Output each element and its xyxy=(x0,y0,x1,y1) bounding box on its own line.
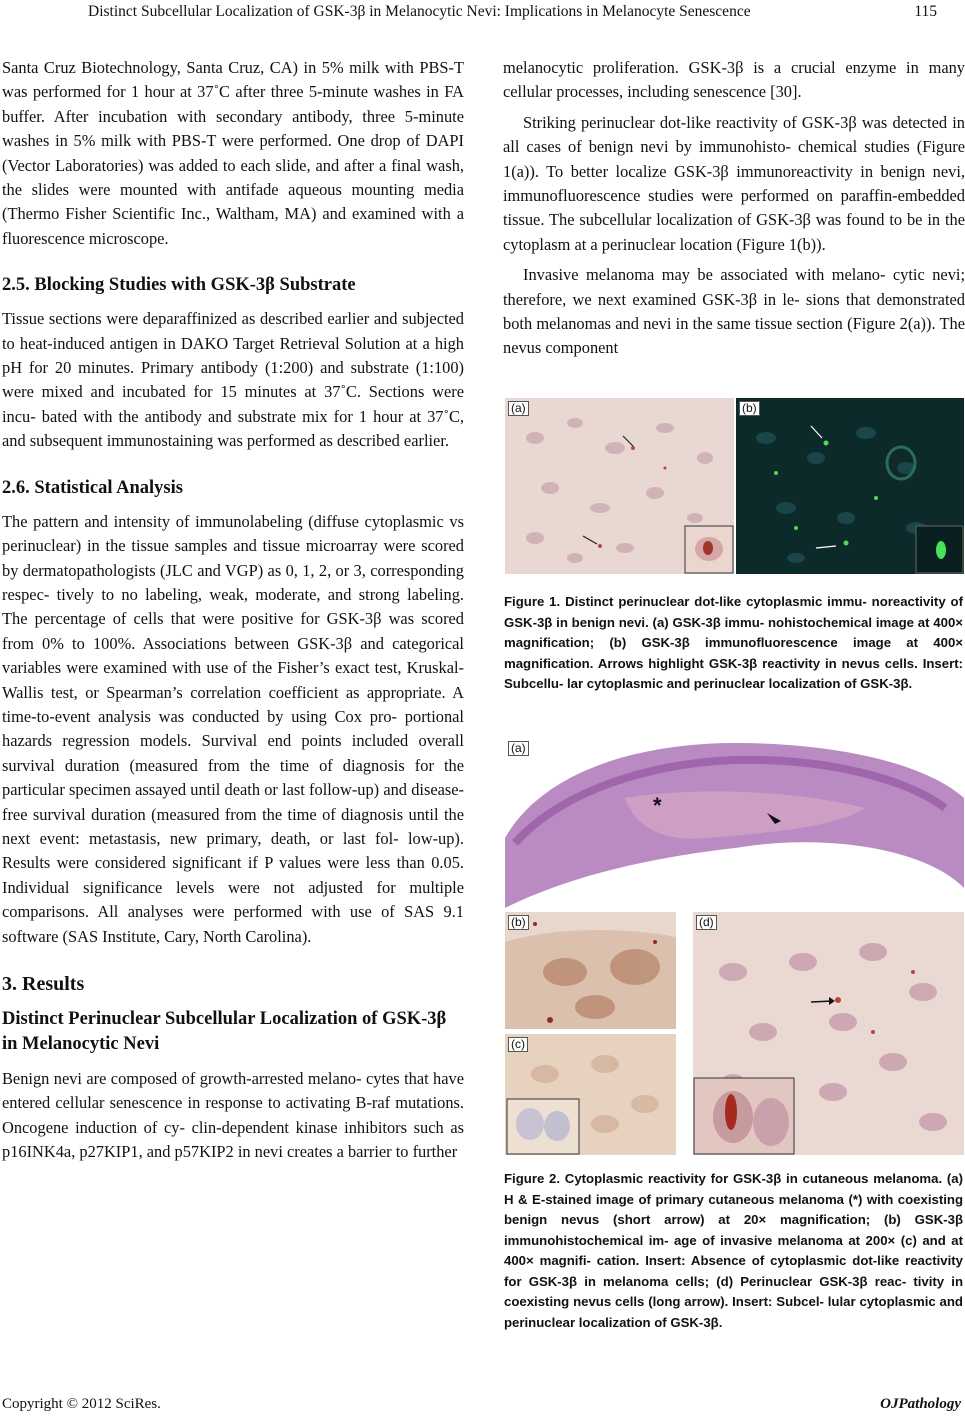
figure-2c-ihc-image xyxy=(505,1034,676,1155)
figure-2c-label: (c) xyxy=(508,1037,528,1052)
figure-2d-ihc-image xyxy=(693,912,964,1155)
figure-1b-immunofluorescence-image xyxy=(736,398,964,574)
right-column xyxy=(503,56,965,361)
figure-2b-label: (b) xyxy=(508,915,529,930)
figure-1a-label: (a) xyxy=(508,401,529,416)
right-paragraph-3: Invasive melanoma may be associated with melano- cytic nevi; therefore, we next examined GSK-3β in le- sions that demonstrated both melanomas and nevi in the same tissue section (Figure 2(a)). The nevus component xyxy=(503,265,965,358)
results-subheading: Distinct Perinuclear Subcellular Localization of GSK-3β in Melanocytic Nevi xyxy=(2,1009,447,1054)
running-title: Distinct Subcellular Localization of GSK-3β in Melanocytic Nevi: Implications in Melanocyte Senescence xyxy=(88,3,751,20)
page-number: 115 xyxy=(914,3,937,20)
figure-1-caption: Figure 1. Distinct perinuclear dot-like cytoplasmic immu- noreactivity of GSK-3β in benign nevi. (a) GSK-3β immu- nohistochemical image at 400× magnification; (b) GSK-3β immunofluorescence image at 400× magnification. Arrows highlight GSK-3β reactivity in nevus cells. Insert: Subcellu- lar cytoplasmic and perinuclear localization of GSK-3β. xyxy=(504,594,963,691)
svg-text:*: * xyxy=(653,793,662,818)
section-2-6-text: The pattern and intensity of immunolabeling (diffuse cytoplasmic vs perinuclear) in the tissue samples and tissue microarray were scored by dermatopathologists (JLC and VGP) as 0, 1, 2, or 3, corresponding respec- tively to no labeling, weak, moderate, and strong labeling. The percentage of cells that were positive for GSK-3β was scored from 0% to 100%. Associations between GSK-3β and categorical variables were examined with use of the Fisher’s exact test, Kruskal-Wallis test, or Spearman’s correlation coefficient as appropriate. A time-to-event analysis was conducted by using Cox pro- portional hazards regression models. Survival end points included overall survival duration (measured from the time of diagnosis for the particular specimen assayed until death or last follow-up) and disease-free survival duration (measured from the time of diagnosis until the next event: metastasis, new primary, death, or last fol- low-up). Results were considered significant if P values were less than 0.05. Individual significance levels were not adjusted for multiple comparisons. All analyses were performed with use of SAS 9.1 software (SAS Institute, Cary, North Carolina). xyxy=(2,511,464,946)
figure-2a-he-image xyxy=(505,738,964,908)
figure-2a-label: (a) xyxy=(508,741,529,756)
journal-name: OJPathology xyxy=(880,1396,961,1412)
right-paragraph-1: melanocytic proliferation. GSK-3β is a crucial enzyme in many cellular processes, including senescence [30]. xyxy=(503,58,965,102)
copyright-notice: Copyright © 2012 SciRes. xyxy=(2,1396,161,1412)
right-paragraph-2: Striking perinuclear dot-like reactivity of GSK-3β was detected in all cases of benign nevi by immunohisto- chemical studies (Figure 1(a)). To better localize GSK-3β immunoreactivity in benign nevi, immunofluorescence studies were performed on paraffin-embedded tissue. The subcellular localization of GSK-3β was found to be in the cytoplasm at a perinuclear location (Figure 1(b)). xyxy=(503,112,965,254)
section-2-6-heading: 2.6. Statistical Analysis xyxy=(2,477,183,498)
section-2-5-heading: 2.5. Blocking Studies with GSK-3β Substrate xyxy=(2,275,356,296)
figure-2b-ihc-image xyxy=(505,912,676,1029)
page-footer xyxy=(0,1396,965,1416)
running-header xyxy=(0,2,965,24)
methods-continuation-paragraph: Santa Cruz Biotechnology, Santa Cruz, CA) in 5% milk with PBS-T was performed for 1 hour at 37˚C after three 5-minute washes in FA buffer. After incubation with secondary antibody, three 5-minute washes in 5% milk with PBS-T were performed. One drop of DAPI (Vector Laboratories) was added to each slide, and after a final wash, the slides were mounted with antifade aqueous mounting media (Thermo Fisher Scientific Inc., Waltham, MA) and examined with a fluorescence microscope. xyxy=(2,58,464,248)
figure-2-caption: Figure 2. Cytoplasmic reactivity for GSK-3β in cutaneous melanoma. (a) H & E-stained image of primary cutaneous melanoma (*) with coexisting benign nevus (short arrow) at 20× magnification; (b) GSK-3β immunohistochemical im- age of invasive melanoma at 200× (c) and at 400× magnifi- cation. Insert: Absence of cytoplasmic dot-like reactivity for GSK-3β in melanoma cells; (d) Perinuclear GSK-3β reac- tivity in coexisting nevus cells (long arrow). Insert: Subcel- lular cytoplasmic and perinuclear localization of GSK-3β. xyxy=(504,1171,963,1330)
results-heading: 3. Results xyxy=(2,973,85,995)
section-2-5-text: Tissue sections were deparaffinized as described earlier and subjected to heat-induced antigen in DAKO Target Retrieval Solution at a high pH for 20 minutes. Primary antibody (1:200) and substrate (1:100) were mixed and incubated for 15 minutes at 37˚C. Sections were incu- bated with the antibody and substrate mix for 1 hour at 37˚C, and subsequent immunostaining was performed as described earlier. xyxy=(2,309,464,451)
figure-2d-label: (d) xyxy=(696,915,717,930)
figure-1a-ihc-image xyxy=(505,398,734,574)
results-text: Benign nevi are composed of growth-arrested melano- cytes that have entered cellular senescence in response to activating B-raf mutations. Oncogene induction of cy- clin-dependent kinase inhibitors such as p16INK4a, p27KIP1, and p57KIP2 in nevi creates a barrier to further xyxy=(2,1069,464,1162)
left-column xyxy=(2,56,464,1165)
figure-1b-label: (b) xyxy=(739,401,760,416)
